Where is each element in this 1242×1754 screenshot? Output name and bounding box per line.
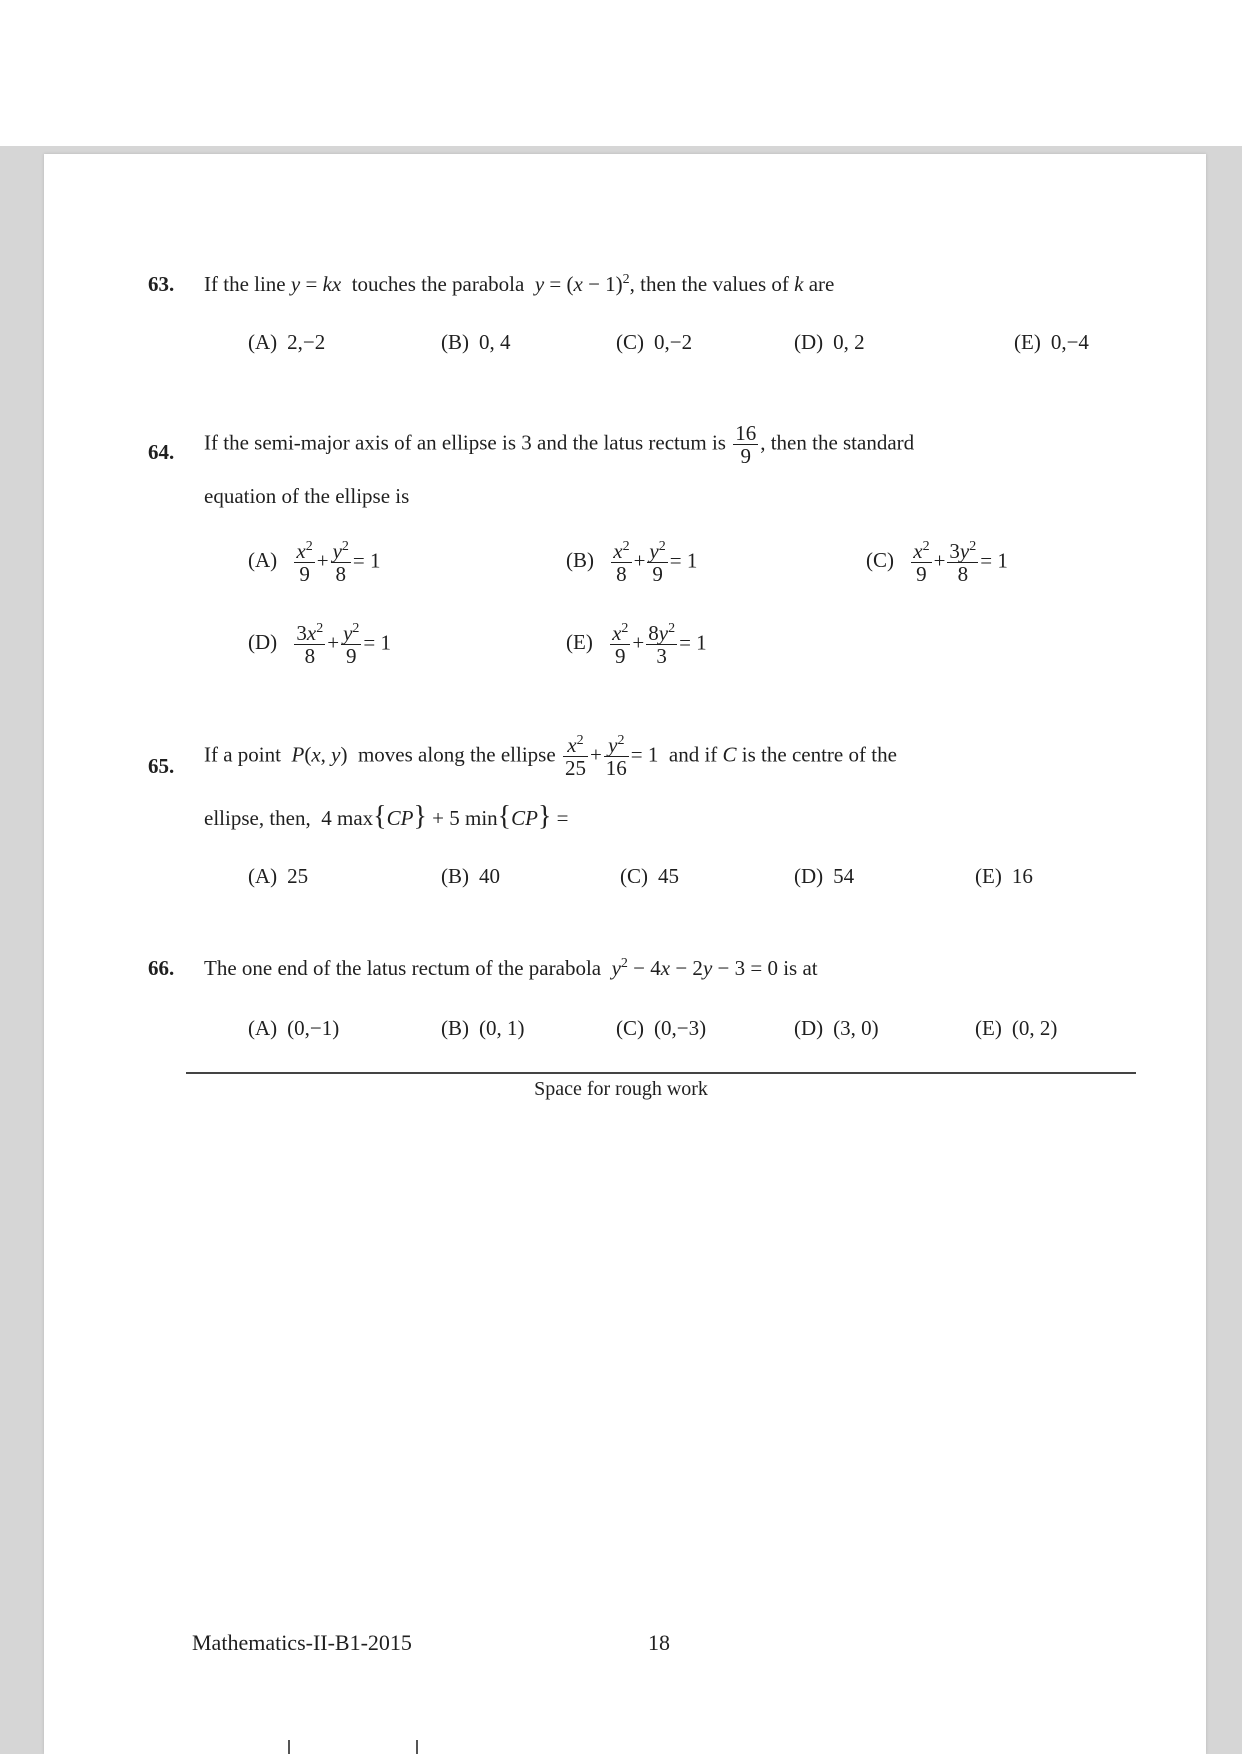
q64-option-d: (D) $\frac{3x^2}{8}$ + $\frac{y^2}{9}$ = 1 (248, 621, 391, 669)
q66-option-c: (C) (0,−3) (616, 1016, 707, 1040)
question-65-text: If a point P(x, y) moves along the ellipse $\frac{x^2}{25}$ + $\frac{y^2}{16}$ = 1 and if C is the centre of the (204, 733, 897, 781)
question-65-text-line2: ellipse, then, 4 max{CP} + 5 min{CP} = (204, 801, 569, 832)
q63-option-a: (A) 2,−2 (248, 330, 326, 354)
page-sheet (44, 154, 1206, 1754)
q63-option-c: (C) 0,−2 (616, 330, 693, 354)
footer-paper-code: Mathematics-II-B1-2015 (192, 1630, 412, 1655)
question-63-number: 63. (148, 272, 175, 296)
q66-option-e: (E) (0, 2) (975, 1016, 1058, 1040)
binding-mark (288, 1740, 290, 1754)
question-66-text: The one end of the latus rectum of the parabola $y^2 - 4x - 2y - 3 = 0$ is at (204, 956, 818, 980)
q66-option-b: (B) (0, 1) (441, 1016, 525, 1040)
question-64-text-line2: equation of the ellipse is (204, 484, 410, 508)
q64-option-e: (E) $\frac{x^2}{9}$ + $\frac{8y^2}{3}$ = 1 (566, 621, 707, 669)
q65-option-a: (A) 25 (248, 864, 309, 888)
q66-option-d: (D) (3, 0) (794, 1016, 879, 1040)
rough-work-label: Space for rough work (534, 1078, 708, 1100)
q64-option-b: (B) $\frac{x^2}{8}$ + $\frac{y^2}{9}$ = 1 (566, 539, 698, 587)
q64-option-c: (C) $\frac{x^2}{9}$ + $\frac{3y^2}{8}$ = 1 (866, 539, 1008, 587)
footer-page-number: 18 (648, 1630, 670, 1655)
question-63-text: If the line y = kx touches the parabola $y = (x - 1)^2$, then the values of k are (204, 272, 835, 296)
q63-option-e: (E) 0,−4 (1014, 330, 1089, 354)
rough-work-divider (186, 1072, 1136, 1074)
q65-option-c: (C) 45 (620, 864, 679, 888)
q63-option-d: (D) 0, 2 (794, 330, 865, 354)
q66-option-a: (A) (0,−1) (248, 1016, 340, 1040)
q63-option-b: (B) 0, 4 (441, 330, 511, 354)
question-66-number: 66. (148, 956, 175, 980)
binding-mark (416, 1740, 418, 1754)
q64-option-a: (A) $\frac{x^2}{9}$ + $\frac{y^2}{8}$ = 1 (248, 539, 381, 587)
question-64-text: If the semi-major axis of an ellipse is 3 and the latus rectum is $\frac{16}{9}$ , then the standard (204, 421, 915, 469)
q65-option-b: (B) 40 (441, 864, 500, 888)
question-65-number: 65. (148, 754, 175, 778)
question-64-number: 64. (148, 440, 175, 464)
q65-option-d: (D) 54 (794, 864, 855, 888)
q65-option-e: (E) 16 (975, 864, 1033, 888)
